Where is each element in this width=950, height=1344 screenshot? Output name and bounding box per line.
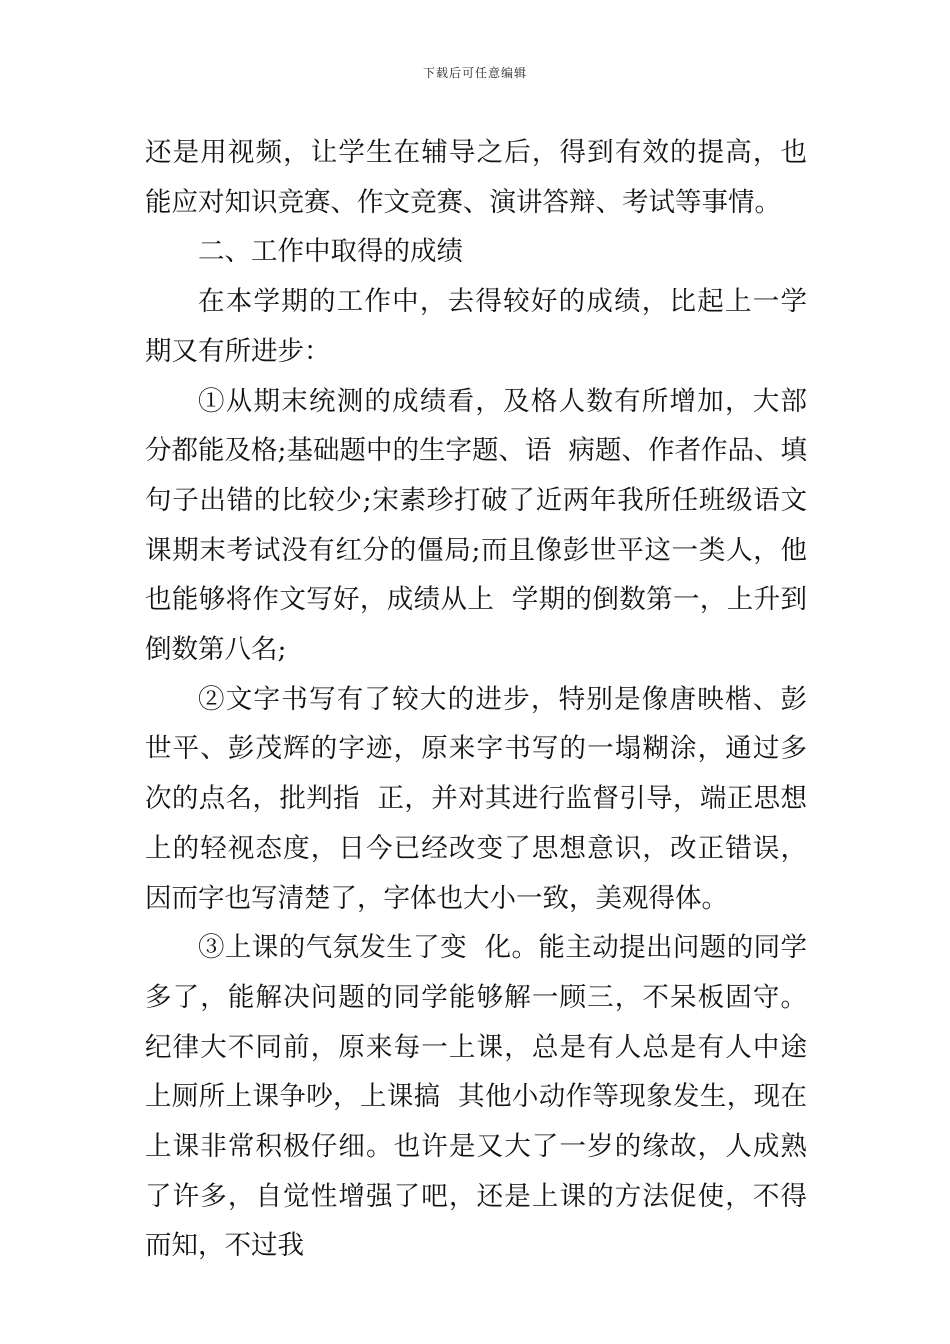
paragraph-point-2: ②文字书写有了较大的进步，特别是像唐映楷、彭世平、彭茂辉的字迹，原来字书写的一塌糊涂，通过多次的点名，批判指 正，并对其进行监督引导，端正思想上的轻视态度，日今已经改变了思想意识，改正错误，因而字也写清楚了，字体也大小一致，美观得体。 [145, 683, 807, 914]
page-header: 下载后可任意编辑 [422, 66, 527, 80]
document-body [145, 128, 807, 1271]
paragraph-point-1: ①从期末统测的成绩看，及格人数有所增加，大部分都能及格;基础题中的生字题、语 病题、作者作品、填句子出错的比较少;宋素珍打破了近两年我所任班级语文课期末考试没有红分的僵局;而且像彭世平这一类人，他也能够将作文写好，成绩从上 学期的倒数第一，上升到倒数第八名; [145, 385, 807, 666]
paragraph-intro: 在本学期的工作中，去得较好的成绩，比起上一学期又有所进步： [145, 286, 807, 367]
paragraph-point-3: ③上课的气氛发生了变 化。能主动提出问题的同学多了，能解决问题的同学能够解一顾三，不呆板固守。纪律大不同前，原来每一上课，总是有人总是有人中途上厕所上课争吵，上课搞 其他小动作等现象发生，现在上课非常积极仔细。也许是又大了一岁的缘故，人成熟了许多，自觉性增强了吧，还是上课的方法促使，不得而知，不过我 [145, 932, 807, 1262]
section-heading: 二、工作中取得的成绩 [198, 236, 463, 268]
paragraph-continued: 还是用视频，让学生在辅导之后，得到有效的提高，也能应对知识竞赛、作文竞赛、演讲答辩、考试等事情。 [145, 137, 807, 218]
